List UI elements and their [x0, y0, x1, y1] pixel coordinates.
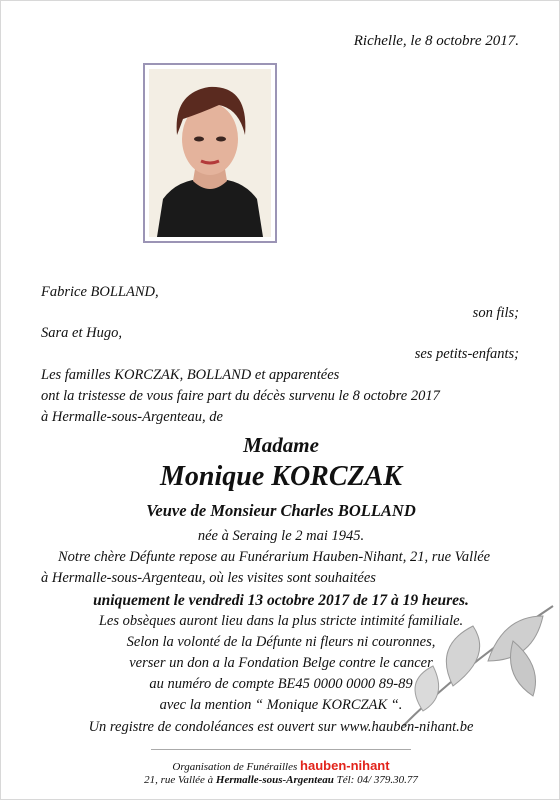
details-line-7: avec la mention “ Monique KORCZAK “. [159, 697, 403, 713]
deceased-title: Madame [243, 433, 319, 457]
footer-phone: Tél: 04/ 379.30.77 [336, 774, 418, 786]
deceased-name: Monique KORCZAK [160, 461, 402, 492]
condolence-register: Un registre de condoléances est ouvert sur www.hauben-nihant.be [88, 719, 474, 735]
footer-address-prefix: 21, rue Vallée à [144, 774, 214, 786]
details-line-2: à Hermalle-sous-Argenteau, où les visites sont souhaitées [41, 570, 376, 586]
footer-organisation [1, 758, 560, 773]
visit-time: uniquement le vendredi 13 octobre 2017 de 17 à 19 heures. [93, 592, 469, 609]
families-line-3: à Hermalle-sous-Argenteau, de [41, 409, 223, 425]
grandchildren-names: Sara et Hugo, [41, 325, 122, 341]
son-name: Fabrice BOLLAND, [41, 284, 159, 300]
grandchildren-role: ses petits-enfants; [414, 346, 519, 362]
footer-org-prefix: Organisation de Funérailles [172, 761, 298, 773]
brand-logo: hauben-nihant [300, 758, 390, 773]
details-line-3: Les obsèques auront lieu dans la plus stricte intimité familiale. [98, 613, 464, 629]
portrait-photo-icon [149, 69, 271, 237]
place-date: Richelle, le 8 octobre 2017. [353, 33, 519, 49]
birth-info: née à Seraing le 2 mai 1945. [197, 528, 365, 544]
widow-of: Veuve de Monsieur Charles BOLLAND [146, 501, 416, 520]
footer-divider [151, 749, 411, 750]
son-role: son fils; [472, 305, 519, 321]
footer-address-city: Hermalle-sous-Argenteau [215, 774, 334, 786]
footer-address [1, 774, 560, 786]
details-line-6: au numéro de compte BE45 0000 0000 89-89 [149, 676, 413, 692]
families-line-2: ont la tristesse de vous faire part du décès survenu le 8 octobre 2017 [41, 388, 440, 404]
portrait-frame [143, 63, 277, 243]
portrait-photo [149, 69, 271, 237]
details-line-1: Notre chère Défunte repose au Funérarium Hauben-Nihant, 21, rue Vallée [58, 549, 491, 565]
details-line-4: Selon la volonté de la Défunte ni fleurs ni couronnes, [126, 634, 436, 650]
families-line-1: Les familles KORCZAK, BOLLAND et apparentées [41, 367, 340, 383]
details-line-5: verser un don a la Fondation Belge contre le cancer [129, 655, 433, 671]
